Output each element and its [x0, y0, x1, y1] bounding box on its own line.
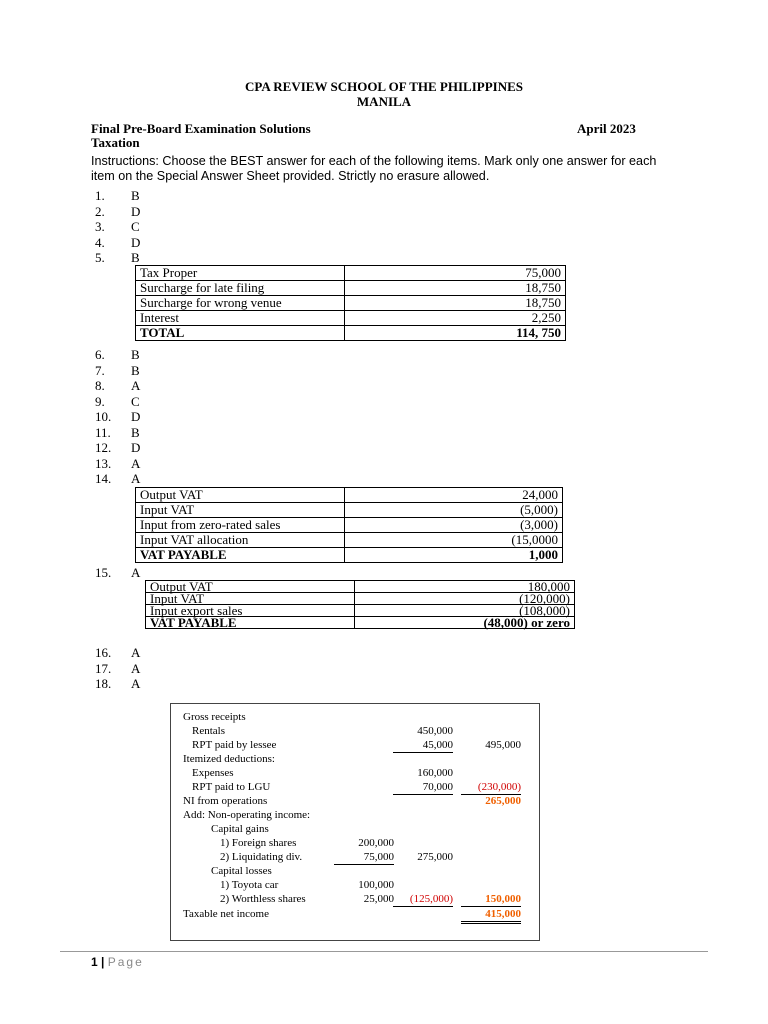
list-item	[95, 363, 140, 379]
list-item	[95, 565, 140, 581]
school-name: CPA REVIEW SCHOOL OF THE PHILIPPINES	[245, 79, 523, 94]
item-14-solution-table	[135, 487, 563, 563]
list-item	[95, 409, 140, 425]
item-answer: C	[131, 219, 140, 234]
item-number: 14.	[95, 471, 112, 486]
ws-label: 1) Toyota car	[220, 879, 279, 891]
ws-value: 75,000	[334, 850, 394, 865]
table-total-label: VAT PAYABLE	[136, 548, 345, 563]
table-total-row	[136, 548, 563, 563]
item-number: 16.	[95, 645, 112, 660]
list-item	[95, 471, 140, 487]
answer-list-1-5	[95, 188, 140, 266]
table-cell-label: Input from zero-rated sales	[136, 518, 345, 533]
item-number: 17.	[95, 660, 112, 676]
table-cell-value: 180,000	[355, 581, 575, 593]
item-number: 11.	[95, 424, 111, 440]
item-answer: B	[131, 424, 140, 440]
ws-label: Capital gains	[211, 823, 269, 835]
table-row	[136, 311, 566, 326]
item-answer: A	[131, 660, 141, 676]
item-number: 3.	[95, 219, 105, 234]
page-word: Page	[107, 955, 144, 969]
item-number: 7.	[95, 362, 105, 378]
item-15-solution-table	[145, 580, 575, 629]
item-answer: A	[131, 676, 141, 691]
page-footer	[91, 955, 144, 969]
table-total-label: TOTAL	[136, 326, 345, 341]
table-cell-label: Input VAT	[146, 593, 355, 605]
table-cell-value: 18,750	[345, 281, 566, 296]
answer-list-16-18	[95, 645, 140, 692]
item-answer: B	[131, 188, 140, 203]
table-cell-value: (15,0000	[345, 533, 563, 548]
ws-total: (230,000)	[461, 780, 521, 795]
table-row	[136, 503, 563, 518]
item-5-solution-table	[135, 265, 566, 341]
list-item	[95, 425, 140, 441]
ws-value: 200,000	[358, 837, 394, 849]
ws-label: Capital losses	[211, 865, 272, 877]
item-number: 10.	[95, 409, 112, 424]
table-total-value: 114, 750	[345, 326, 566, 341]
list-item	[95, 456, 140, 472]
ws-label: RPT paid to LGU	[192, 781, 271, 793]
list-item	[95, 235, 140, 251]
item-answer: A	[131, 471, 141, 486]
table-cell-label: Output VAT	[136, 488, 345, 503]
ws-label: Itemized deductions:	[183, 753, 275, 765]
list-item	[95, 645, 140, 661]
ws-label: 2) Worthless shares	[220, 893, 306, 905]
table-cell-value: (120,000)	[355, 593, 575, 605]
table-cell-label: Input VAT allocation	[136, 533, 345, 548]
table-row	[136, 488, 563, 503]
item-number: 8.	[95, 378, 105, 393]
item-number: 15.	[95, 565, 112, 580]
ws-value: 25,000	[363, 893, 394, 905]
list-item	[95, 661, 140, 677]
item-number: 4.	[95, 234, 105, 250]
item-answer: D	[131, 440, 141, 455]
ws-label: Add: Non-operating income:	[183, 809, 311, 821]
ws-label: RPT paid by lessee	[192, 739, 277, 751]
page-number: 1	[91, 955, 98, 969]
list-item	[95, 394, 140, 410]
table-total-value: (48,000) or zero	[355, 617, 575, 629]
ws-value: 160,000	[417, 767, 453, 779]
ws-total: 495,000	[485, 739, 521, 751]
item-answer: B	[131, 250, 140, 265]
table-row	[136, 533, 563, 548]
item-number: 1.	[95, 188, 105, 203]
table-row	[146, 581, 575, 593]
exam-date: April 2023	[577, 121, 636, 136]
ws-total: 150,000	[461, 892, 521, 907]
table-row	[136, 281, 566, 296]
ws-label: Taxable net income	[183, 908, 269, 920]
ws-label: 1) Foreign shares	[220, 837, 297, 849]
list-item	[95, 347, 140, 363]
table-cell-value: 75,000	[345, 266, 566, 281]
ws-label: 2) Liquidating div.	[220, 851, 303, 863]
item-answer: C	[131, 393, 140, 409]
ws-value: 275,000	[417, 851, 453, 863]
table-cell-label: Output VAT	[146, 581, 355, 593]
table-row	[136, 296, 566, 311]
item-number: 18.	[95, 676, 112, 691]
ws-value: (125,000)	[393, 892, 453, 907]
table-row	[136, 266, 566, 281]
ws-value: 100,000	[358, 879, 394, 891]
table-cell-label: Interest	[136, 311, 345, 326]
table-total-row	[136, 326, 566, 341]
item-answer: B	[131, 347, 140, 362]
table-cell-label: Surcharge for wrong venue	[136, 296, 345, 311]
ws-value: 450,000	[417, 725, 453, 737]
ws-total: 265,000	[485, 795, 521, 807]
list-item	[95, 676, 140, 692]
item-answer: D	[131, 234, 141, 250]
table-cell-value: (3,000)	[345, 518, 563, 533]
list-item	[95, 204, 140, 220]
item-answer: A	[131, 378, 141, 393]
table-row	[136, 518, 563, 533]
answer-list-6-14	[95, 347, 140, 487]
list-item	[95, 250, 140, 266]
table-cell-label: Tax Proper	[136, 266, 345, 281]
exam-subject: Taxation	[91, 135, 140, 150]
exam-title: Final Pre-Board Examination Solutions	[91, 121, 311, 136]
table-cell-value: (108,000)	[355, 605, 575, 617]
item-answer: A	[131, 565, 141, 580]
item-answer: B	[131, 362, 140, 378]
page-separator: |	[101, 955, 105, 969]
ws-label: Rentals	[192, 725, 225, 737]
item-answer: A	[131, 455, 141, 471]
instructions: Instructions: Choose the BEST answer for each of the following items. Mark only one answer for each item on the Special Answer Sheet provided. Strictly no erasure allowed.	[91, 154, 657, 183]
list-item	[95, 378, 140, 394]
table-cell-value: (5,000)	[345, 503, 563, 518]
ws-value: 70,000	[393, 780, 453, 795]
answer-list-15	[95, 565, 140, 581]
item-answer: A	[131, 645, 141, 660]
item-number: 9.	[95, 393, 105, 409]
table-cell-label: Input export sales	[146, 605, 355, 617]
school-city: MANILA	[356, 94, 412, 109]
item-number: 5.	[95, 250, 105, 265]
ws-label: Expenses	[192, 767, 234, 779]
item-number: 13.	[95, 455, 112, 471]
table-total-value: 1,000	[345, 548, 563, 563]
ws-total: 415,000	[461, 907, 521, 924]
table-cell-value: 18,750	[345, 296, 566, 311]
item-number: 6.	[95, 347, 105, 362]
table-total-row	[146, 617, 575, 629]
table-cell-label: Input VAT	[136, 503, 345, 518]
item-18-worksheet	[170, 703, 540, 941]
list-item	[95, 219, 140, 235]
item-answer: D	[131, 409, 141, 424]
list-item	[95, 188, 140, 204]
ws-label: NI from operations	[183, 795, 268, 807]
ws-value: 45,000	[393, 738, 453, 753]
item-answer: D	[131, 203, 141, 219]
item-number: 12.	[95, 440, 112, 455]
item-number: 2.	[95, 203, 105, 219]
table-total-label: VAT PAYABLE	[146, 617, 355, 629]
table-cell-value: 2,250	[345, 311, 566, 326]
list-item	[95, 440, 140, 456]
footer-divider	[60, 951, 708, 952]
table-cell-value: 24,000	[345, 488, 563, 503]
table-cell-label: Surcharge for late filing	[136, 281, 345, 296]
ws-label: Gross receipts	[183, 711, 246, 723]
